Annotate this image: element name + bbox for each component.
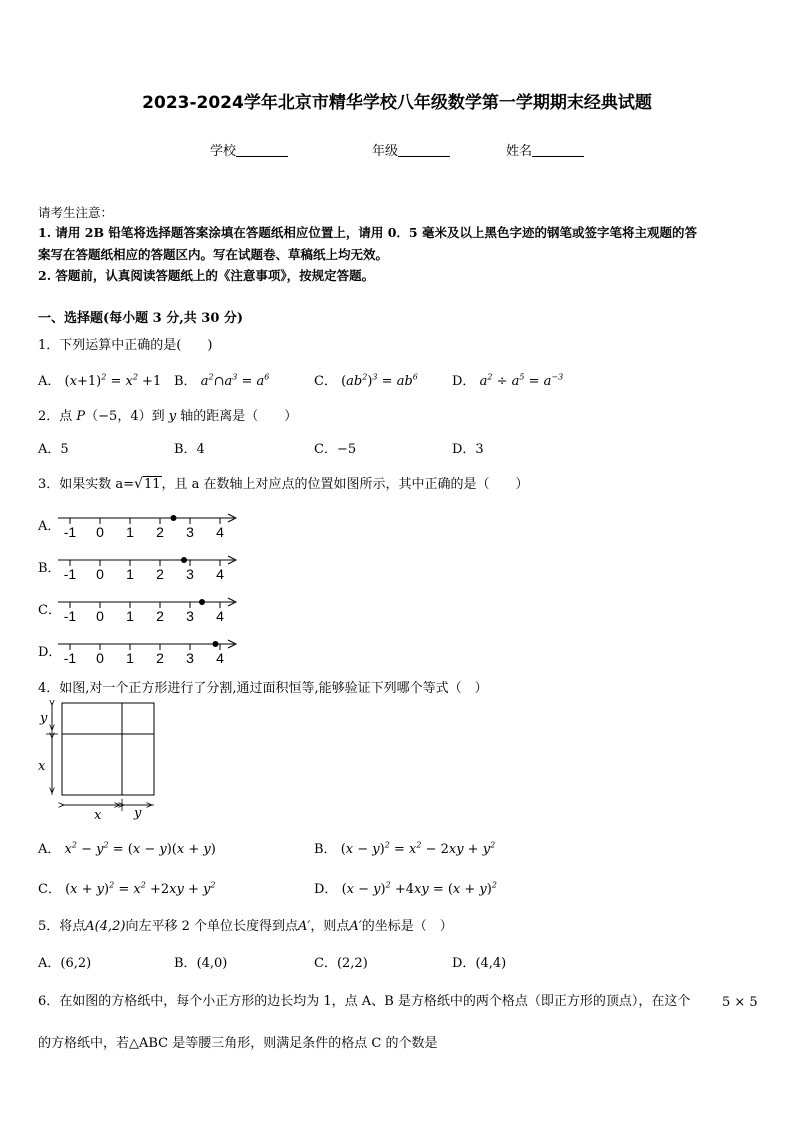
tick-label: 4: [216, 608, 224, 622]
q2-option-b: B．4: [174, 442, 205, 457]
q2-option-d: D．3: [452, 442, 484, 457]
tick-label: -1: [63, 650, 77, 664]
fig-label-y-bottom: y: [134, 806, 142, 821]
q5-stem: 5．将点A(4,2)向左平移 2 个单位长度得到点A′，则点A′的坐标是（ ）: [38, 919, 453, 934]
tick-label: 0: [96, 650, 104, 664]
notice-heading: 请考生注意：: [38, 205, 114, 220]
q4-stem: 4．如图,对一个正方形进行了分割,通过面积恒等,能够验证下列哪个等式（ ）: [38, 681, 488, 696]
number-line-c: [56, 592, 246, 622]
tick-label: -1: [63, 566, 77, 580]
q1-c-label: C．: [314, 374, 337, 389]
q1-d-formula: $a^2 \div a^5 = a^{-3}$: [479, 372, 564, 389]
q3-label-b: B．: [38, 561, 61, 576]
tick-label: 4: [216, 524, 224, 538]
tick-label: 1: [126, 566, 134, 580]
name-field: [506, 140, 584, 159]
tick-label: -1: [63, 608, 77, 622]
tick-label: 1: [126, 650, 134, 664]
tick-label: 1: [126, 524, 134, 538]
q1-b-label: B．: [174, 374, 197, 389]
q6-line-2: 的方格纸中，若△ABC 是等腰三角形，则满足条件的格点 C 的个数是: [38, 1036, 438, 1051]
point-a-dot: [181, 557, 187, 563]
tick-label: 1: [126, 608, 134, 622]
q5-option-c: C．(2,2): [314, 956, 368, 971]
number-line-d: [56, 634, 246, 664]
q3-label-d: D．: [38, 645, 62, 660]
q5-option-a: A．(6,2): [38, 956, 92, 971]
q1-a-label: A．: [38, 374, 61, 389]
point-a-dot: [199, 599, 205, 605]
point-a-dot: [213, 641, 219, 647]
fig-label-x-bottom: x: [94, 808, 102, 822]
tick-label: 3: [186, 650, 194, 664]
square-partition-figure: [38, 700, 168, 822]
section-heading: 一、选择题(每小题 3 分,共 30 分): [38, 311, 244, 326]
q2-stem: 2．点 P（−5，4）到 y 轴的距离是（ ）: [38, 409, 298, 424]
q5-option-d: D．(4,4): [452, 956, 507, 971]
notice-line-2: 2. 答题前，认真阅读答题纸上的《注意事项》，按规定答题。: [38, 268, 375, 283]
tick-label: 4: [216, 566, 224, 580]
tick-label: 3: [186, 566, 194, 580]
tick-label: 2: [156, 524, 164, 538]
q4-option-b: B． $(x - y)^2 = x^2 - 2xy + y^2$: [314, 840, 496, 857]
outer-square: [62, 703, 154, 795]
q5-option-b: B．(4,0): [174, 956, 228, 971]
q1-option-a: [38, 370, 161, 389]
q1-option-d: [452, 370, 563, 389]
tick-label: 2: [156, 608, 164, 622]
q4-d-formula: $(x - y)^2 +4xy = (x + y)^2$: [341, 880, 497, 897]
q1-option-c: [314, 370, 418, 389]
notice-line-1b: 案写在答题纸相应的答题区内。写在试题卷、草稿纸上均无效。: [38, 247, 389, 262]
q1-d-label: D．: [452, 374, 476, 389]
q3-label-a: A．: [38, 519, 61, 534]
fig-label-x-left: x: [38, 759, 46, 774]
q4-option-d: D． $(x - y)^2 +4xy = (x + y)^2$: [314, 880, 497, 897]
number-line-b: [56, 550, 246, 580]
q2-option-c: C．−5: [314, 442, 357, 457]
q1-c-formula: $(ab^2)^3 = ab^6$: [341, 372, 418, 389]
q1-stem: 1．下列运算中正确的是( ): [38, 338, 213, 353]
q4-option-c: C． $(x + y)^2 = x^2 +2xy + y^2$: [38, 880, 216, 897]
q1-option-b: [174, 370, 269, 389]
tick-label: 3: [186, 608, 194, 622]
q4-c-formula: $(x + y)^2 = x^2 +2xy + y^2$: [65, 880, 216, 897]
fig-label-y-left: y: [40, 711, 48, 726]
name-label: 姓名: [506, 144, 533, 159]
q3-stem: 3．如果实数 a=√11，且 a 在数轴上对应点的位置如图所示，其中正确的是（ ）: [38, 476, 529, 492]
q6-line-1: 6．在如图的方格纸中，每个小正方形的边长均为 1，点 A、B 是方格纸中的两个格点（即正方形的顶点），在这个: [38, 994, 691, 1009]
school-blank: [236, 144, 288, 157]
q6-grid-size: 5 × 5: [722, 995, 758, 1010]
school-field: [210, 140, 288, 159]
school-label: 学校: [210, 144, 237, 159]
q3-label-c: C．: [38, 603, 61, 618]
tick-label: 0: [96, 566, 104, 580]
grade-label: 年级: [372, 144, 399, 159]
tick-label: 0: [96, 524, 104, 538]
q1-b-formula: $a^2\cap a^3 = a^6$: [200, 372, 270, 389]
q4-option-a: A． $x^2 - y^2 = (x - y)(x + y)$: [38, 840, 216, 857]
sqrt-sign: √: [134, 476, 143, 492]
q4-b-formula: $(x - y)^2 = x^2 - 2xy + y^2$: [340, 840, 496, 857]
tick-label: 4: [216, 650, 224, 664]
name-blank: [532, 144, 584, 157]
tick-label: 2: [156, 566, 164, 580]
tick-label: 3: [186, 524, 194, 538]
tick-label: 0: [96, 608, 104, 622]
grade-blank: [398, 144, 450, 157]
notice-line-1a: 1. 请用 2B 铅笔将选择题答案涂填在答题纸相应位置上，请用 0．5 毫米及以上黑色字迹的钢笔或签字笔将主观题的答: [38, 225, 697, 240]
page-title: 2023-2024学年北京市精华学校八年级数学第一学期期末经典试题: [142, 93, 652, 113]
tick-label: 2: [156, 650, 164, 664]
q2-option-a: A．5: [38, 442, 69, 457]
number-line-a: [56, 508, 246, 538]
point-a-dot: [171, 515, 177, 521]
q4-a-formula: $x^2 - y^2 = (x - y)(x + y)$: [64, 840, 216, 857]
q1-a-formula: $(x+1)^2 = x^2 +1$: [64, 372, 162, 389]
grade-field: [372, 140, 450, 159]
tick-label: -1: [63, 524, 77, 538]
